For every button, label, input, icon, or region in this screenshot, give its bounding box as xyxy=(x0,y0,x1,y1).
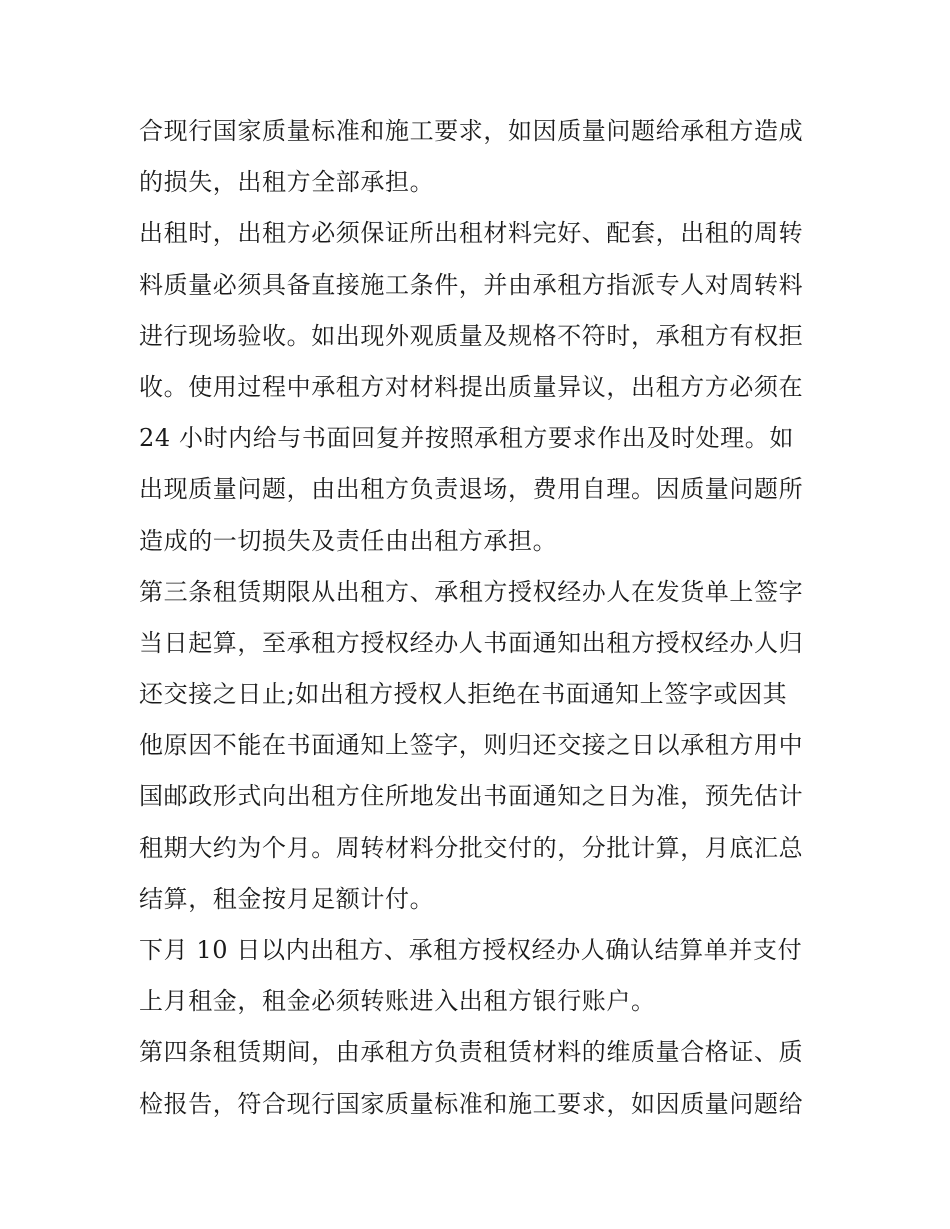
text-line: 的损失，出租方全部承担。 xyxy=(139,168,435,197)
text-line: 合现行国家质量标准和施工要求，如因质量问题给承租方造成 xyxy=(139,117,804,145)
text-line: 结算，租金按月足额计付。 xyxy=(139,884,435,913)
text-line: 进行现场验收。如出现外观质量及规格不符时，承租方有权拒 xyxy=(139,321,804,350)
text-line: 还交接之日止;如出租方授权人拒绝在书面通知上签字或因其 xyxy=(139,680,788,709)
text-line: 第四条租赁期间，由承租方负责租赁材料的维质量合格证、质 xyxy=(139,1038,804,1067)
text-line: 24 小时内给与书面回复并按照承租方要求作出及时处理。如 xyxy=(139,424,794,453)
text-line: 料质量必须具备直接施工条件，并由承租方指派专人对周转料 xyxy=(139,270,804,299)
text-line: 上月租金，租金必须转账进入出租方银行账户。 xyxy=(139,987,656,1016)
text-line: 下月 10 日以内出租方、承租方授权经办人确认结算单并支付 xyxy=(139,936,803,964)
text-line: 造成的一切损失及责任由出租方承担。 xyxy=(139,526,558,555)
text-line: 检报告，符合现行国家质量标准和施工要求，如因质量问题给 xyxy=(139,1089,804,1118)
text-line: 出租时，出租方必须保证所出租材料完好、配套，出租的周转 xyxy=(139,219,804,248)
text-line: 第三条租赁期限从出租方、承租方授权经办人在发货单上签字 xyxy=(139,577,804,606)
text-line: 国邮政形式向出租方住所地发出书面通知之日为准，预先估计 xyxy=(139,782,804,811)
document-body xyxy=(139,106,819,1130)
text-line: 出现质量问题，由出租方负责退场，费用自理。因质量问题所 xyxy=(139,475,804,504)
text-line: 当日起算，至承租方授权经办人书面通知出租方授权经办人归 xyxy=(139,628,804,657)
text-line: 租期大约为个月。周转材料分批交付的，分批计算，月底汇总 xyxy=(139,833,804,862)
text-line: 他原因不能在书面通知上签字，则归还交接之日以承租方用中 xyxy=(139,731,804,760)
text-line: 收。使用过程中承租方对材料提出质量异议，出租方方必须在 xyxy=(139,372,804,401)
